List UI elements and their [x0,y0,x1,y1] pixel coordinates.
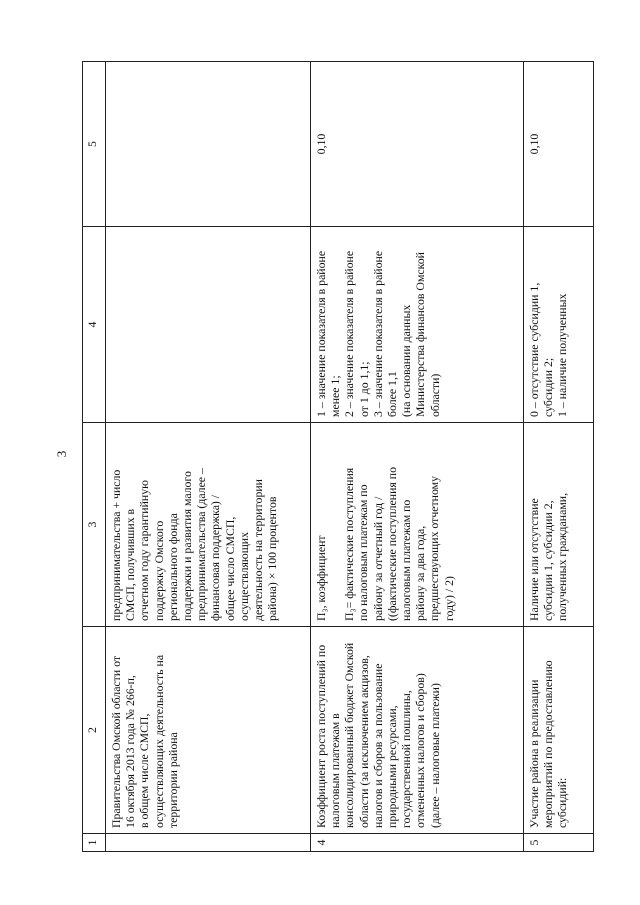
header-cell: 2 [83,627,106,834]
header-cell: 1 [83,834,106,852]
criteria-table [82,61,594,852]
header-cell: 4 [83,227,106,423]
indicator-cell: Правительства Омской области от 16 октября 2013 года № 266-п, в общем числе СМСП, осуществляющих деятельность на территории района [106,627,311,834]
table-row [106,62,311,852]
indicator-cell: Коэффициент роста поступлений по налоговым платежам в консолидированный бюджет Омской области (за исключением акцизов, налогов и сборов за пользование природными ресурсами, государственной пошлины, отмененных налогов и сборов) (далее – налоговые платежи) [311,627,524,834]
table-row [524,62,594,852]
formula-cell: предпринимательства + число СМСП, получивших в отчетном году гарантийную поддержку Омского регионального фонда поддержки и развития малого предпринимательства (далее – финансовая поддержка) / общее число СМСП, осуществляющих деятельность на территории района) × 100 процентов [106,423,311,627]
table-row [311,62,524,852]
header-cell: 3 [83,423,106,627]
values-cell [106,227,311,423]
row-number-cell: 5 [524,834,594,852]
weight-cell [106,62,311,227]
indicator-cell: Участие района в реализации мероприятий по предоставлению субсидий: [524,627,594,834]
rotated-content [52,62,632,852]
page-number: 3 [54,450,69,458]
weight-cell: 0,10 [524,62,594,227]
formula-cell: П₃, коэффициент П₃= фактические поступления по налоговым платежам по району за отчетный год / ((фактические поступления по налоговым платежам по району за два года, предшествующих отчетному году) / 2) [311,423,524,627]
values-cell: 0 – отсутствие субсидии 1, субсидии 2; 1 – наличие полученных [524,227,594,423]
table-header-row [83,62,106,852]
formula-cell: Наличие или отсутствие субсидии 1, субсидии 2, полученных гражданами, [524,423,594,627]
weight-cell: 0,10 [311,62,524,227]
row-number-cell: 4 [311,834,524,852]
header-cell: 5 [83,62,106,227]
row-number-cell [106,834,311,852]
values-cell: 1 – значение показателя в районе менее 1; 2 – значение показателя в районе от 1 до 1,1; 3 – значение показателя в районе более 1,1 (на основании данных Министерства финансов Омской области) [311,227,524,423]
